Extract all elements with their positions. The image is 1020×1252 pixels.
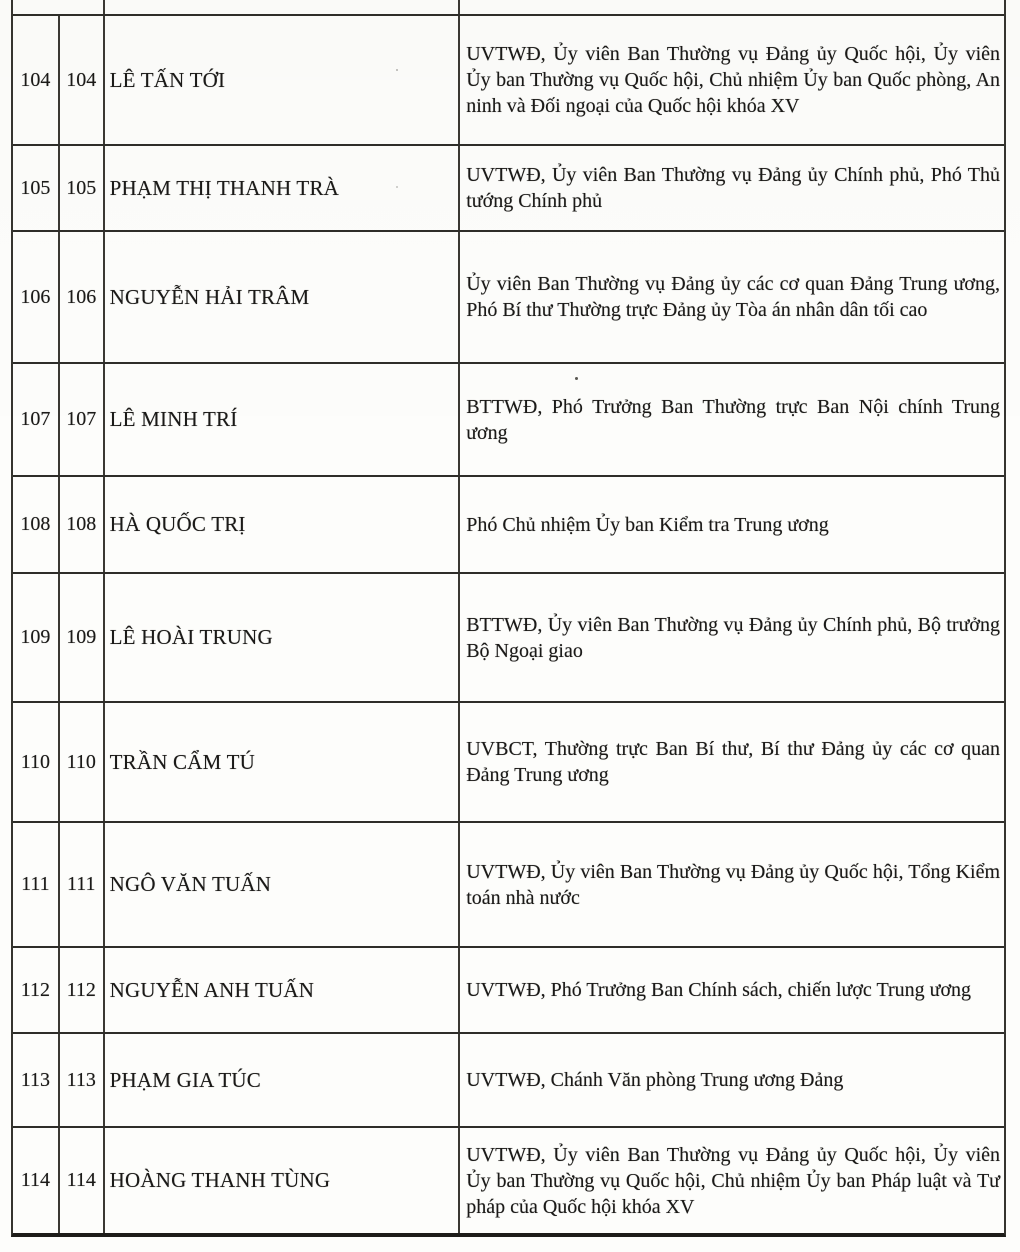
scan-speck <box>396 69 398 71</box>
table-row <box>13 364 1004 477</box>
officials-table <box>11 0 1006 1237</box>
row-number-cell: 109 <box>13 574 60 701</box>
row-number-cell: 105 <box>13 146 60 230</box>
row-name-cell: LÊ MINH TRÍ <box>105 364 461 475</box>
table-row <box>13 1034 1004 1128</box>
partial-cell-position <box>460 0 1004 14</box>
row-number-cell: 111 <box>13 823 60 946</box>
row-name-cell: HÀ QUỐC TRỊ <box>105 477 461 572</box>
row-number-2-cell: 105 <box>60 146 105 230</box>
row-name-cell: NGUYỄN ANH TUẤN <box>105 948 461 1032</box>
row-number-cell: 108 <box>13 477 60 572</box>
partial-cell-left <box>13 0 105 14</box>
row-name-cell: LÊ HOÀI TRUNG <box>105 574 461 701</box>
row-position-cell-text: BTTWĐ, Ủy viên Ban Thường vụ Đảng ủy Chính phủ, Bộ trưởng Bộ Ngoại giao <box>466 613 1001 662</box>
table-row <box>13 232 1004 364</box>
row-position-cell <box>460 703 1004 821</box>
row-position-cell-text: UVTWĐ, Ủy viên Ban Thường vụ Đảng ủy Quốc hội, Ủy viên Ủy ban Thường vụ Quốc hội, Chủ nhiệm Ủy ban Pháp luật và Tư pháp của Quốc hội khóa XV <box>466 1143 1001 1218</box>
table-row <box>13 703 1004 823</box>
scan-speck <box>396 186 398 188</box>
row-position-cell <box>460 364 1004 475</box>
table-row <box>13 1128 1004 1233</box>
row-number-2-cell: 104 <box>60 16 105 144</box>
row-position-cell <box>460 477 1004 572</box>
row-position-cell <box>460 948 1004 1032</box>
row-number-2-cell: 106 <box>60 232 105 362</box>
row-position-cell-text: UVTWĐ, Chánh Văn phòng Trung ương Đảng <box>466 1069 844 1091</box>
row-number-cell: 113 <box>13 1034 60 1126</box>
row-position-cell-text: BTTWĐ, Phó Trưởng Ban Thường trực Ban Nội chính Trung ương <box>466 395 1001 444</box>
scan-speck <box>575 377 578 380</box>
row-position-cell <box>460 1128 1004 1233</box>
row-number-2-cell: 111 <box>60 823 105 946</box>
row-position-cell <box>460 1034 1004 1126</box>
row-number-2-cell: 110 <box>60 703 105 821</box>
row-name-cell: TRẦN CẨM TÚ <box>105 703 461 821</box>
row-number-cell: 112 <box>13 948 60 1032</box>
table-body <box>13 16 1004 1233</box>
row-position-cell <box>460 146 1004 230</box>
row-position-cell-text: UVTWĐ, Ủy viên Ban Thường vụ Đảng ủy Quốc hội, Ủy viên Ủy ban Thường vụ Quốc hội, Chủ nhiệm Ủy ban Quốc phòng, An ninh và Đối ngoại của Quốc hội khóa XV <box>466 43 1001 117</box>
row-number-2-cell: 113 <box>60 1034 105 1126</box>
partial-cell-name <box>105 0 461 14</box>
row-position-cell-text: Ủy viên Ban Thường vụ Đảng ủy các cơ quan Đảng Trung ương, Phó Bí thư Thường trực Đảng ủy Tòa án nhân dân tối cao <box>466 273 1001 321</box>
table-row-partial <box>13 0 1004 16</box>
row-name-cell: NGÔ VĂN TUẤN <box>105 823 461 946</box>
row-number-cell: 114 <box>13 1128 60 1233</box>
table-row <box>13 948 1004 1034</box>
row-name-cell: HOÀNG THANH TÙNG <box>105 1128 461 1233</box>
row-number-2-cell: 112 <box>60 948 105 1032</box>
row-number-2-cell: 108 <box>60 477 105 572</box>
row-position-cell-text: UVBCT, Thường trực Ban Bí thư, Bí thư Đảng ủy các cơ quan Đảng Trung ương <box>466 738 1001 786</box>
row-position-cell-text: UVTWĐ, Ủy viên Ban Thường vụ Đảng ủy Quốc hội, Tổng Kiểm toán nhà nước <box>466 860 1001 909</box>
row-position-cell <box>460 232 1004 362</box>
table-row <box>13 823 1004 948</box>
table-row <box>13 574 1004 703</box>
row-number-2-cell: 114 <box>60 1128 105 1233</box>
row-position-cell-text: Phó Chủ nhiệm Ủy ban Kiểm tra Trung ương <box>466 513 829 536</box>
row-position-cell <box>460 574 1004 701</box>
row-name-cell: PHẠM THỊ THANH TRÀ <box>105 146 461 230</box>
row-number-2-cell: 107 <box>60 364 105 475</box>
table-row <box>13 16 1004 146</box>
row-number-cell: 110 <box>13 703 60 821</box>
row-position-cell <box>460 16 1004 144</box>
row-number-cell: 106 <box>13 232 60 362</box>
row-position-cell <box>460 823 1004 946</box>
table-row <box>13 477 1004 574</box>
row-name-cell: PHẠM GIA TÚC <box>105 1034 461 1126</box>
row-number-2-cell: 109 <box>60 574 105 701</box>
row-position-cell-text: UVTWĐ, Phó Trưởng Ban Chính sách, chiến lược Trung ương <box>466 979 972 1001</box>
row-number-cell: 104 <box>13 16 60 144</box>
row-name-cell: LÊ TẤN TỚI <box>105 16 461 144</box>
row-position-cell-text: UVTWĐ, Ủy viên Ban Thường vụ Đảng ủy Chính phủ, Phó Thủ tướng Chính phủ <box>466 164 1001 212</box>
row-name-cell: NGUYỄN HẢI TRÂM <box>105 232 461 362</box>
row-number-cell: 107 <box>13 364 60 475</box>
table-row <box>13 146 1004 232</box>
